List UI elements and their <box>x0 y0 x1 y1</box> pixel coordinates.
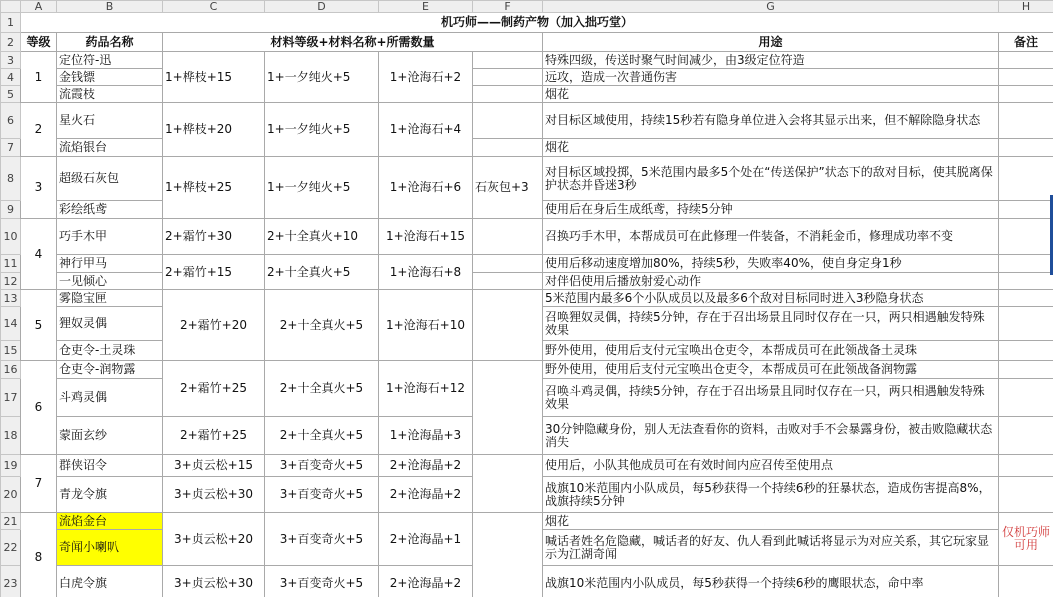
note-cell[interactable] <box>999 566 1053 597</box>
row-number[interactable]: 10 <box>1 219 21 255</box>
note-cell[interactable] <box>999 157 1053 201</box>
item-name-cell[interactable]: 仓吏令-润物露 <box>57 361 163 379</box>
use-cell[interactable]: 召换巧手木甲，本帮成员可在此修理一件装备，不消耗金币，修理成功率不变 <box>543 219 999 255</box>
material-cell[interactable]: 石灰包+3 <box>473 157 543 219</box>
material-cell[interactable]: 1+一夕纯火+5 <box>265 103 379 157</box>
material-cell[interactable]: 1+沧海石+2 <box>379 52 473 103</box>
item-name-cell[interactable]: 一见倾心 <box>57 273 163 290</box>
row-number[interactable]: 19 <box>1 455 21 477</box>
column-header-g[interactable]: G <box>543 1 999 13</box>
use-cell[interactable]: 烟花 <box>543 513 999 530</box>
note-cell[interactable] <box>999 86 1053 103</box>
row-number[interactable]: 2 <box>1 33 21 52</box>
table-row <box>1 86 1053 103</box>
material-cell[interactable]: 3+贞云松+15 <box>163 455 265 477</box>
row-number[interactable]: 12 <box>1 273 21 290</box>
item-name-cell[interactable]: 金钱镖 <box>57 69 163 86</box>
material-cell[interactable]: 2+十全真火+5 <box>265 290 379 361</box>
note-cell[interactable] <box>999 255 1053 273</box>
material-cell[interactable]: 2+沧海晶+1 <box>379 513 473 566</box>
material-cell[interactable]: 2+霜竹+25 <box>163 417 265 455</box>
header-use[interactable]: 用途 <box>543 33 999 52</box>
note-cell[interactable] <box>999 455 1053 477</box>
level-cell[interactable]: 3 <box>21 157 57 219</box>
item-name-cell[interactable]: 流焰银台 <box>57 139 163 157</box>
note-cell[interactable] <box>999 273 1053 290</box>
table-row <box>1 69 1053 86</box>
material-cell[interactable]: 1+桦枝+25 <box>163 157 265 219</box>
use-cell[interactable]: 战旗10米范围内小队成员，每5秒获得一个持续6秒的狂暴状态，造成伤害提高8%，战旗持续5分钟 <box>543 477 999 513</box>
use-cell[interactable]: 战旗10米范围内小队成员，每5秒获得一个持续6秒的鹰眼状态，命中率 <box>543 566 999 597</box>
row-number[interactable]: 5 <box>1 86 21 103</box>
table-row <box>1 513 1053 530</box>
note-cell[interactable] <box>999 219 1053 255</box>
table-row <box>1 290 1053 307</box>
material-cell[interactable]: 3+百变奇火+5 <box>265 513 379 566</box>
note-cell[interactable] <box>999 52 1053 69</box>
note-cell[interactable] <box>999 361 1053 379</box>
material-cell[interactable]: 1+沧海石+6 <box>379 157 473 219</box>
empty-cell[interactable] <box>473 103 543 139</box>
material-cell[interactable]: 2+沧海晶+2 <box>379 566 473 597</box>
material-cell[interactable]: 1+沧海石+12 <box>379 361 473 417</box>
column-header-row <box>1 1 1053 13</box>
material-cell[interactable]: 1+一夕纯火+5 <box>265 157 379 219</box>
material-cell[interactable]: 3+百变奇火+5 <box>265 566 379 597</box>
row-number[interactable]: 3 <box>1 52 21 69</box>
material-cell[interactable]: 3+百变奇火+5 <box>265 477 379 513</box>
note-cell[interactable] <box>999 290 1053 307</box>
table-row <box>1 157 1053 201</box>
item-name-cell[interactable]: 定位符-迅 <box>57 52 163 69</box>
level-cell[interactable]: 7 <box>21 455 57 513</box>
item-name-cell-highlighted[interactable]: 奇闻小喇叭 <box>57 530 163 566</box>
material-cell[interactable]: 2+霜竹+20 <box>163 290 265 361</box>
table-row <box>1 52 1053 69</box>
material-cell[interactable]: 1+沧海石+8 <box>379 255 473 290</box>
row-number[interactable]: 11 <box>1 255 21 273</box>
item-name-cell[interactable]: 仓吏令-土灵珠 <box>57 341 163 361</box>
column-header-f[interactable]: F <box>473 1 543 13</box>
column-header-d[interactable]: D <box>265 1 379 13</box>
material-cell[interactable]: 1+沧海石+10 <box>379 290 473 361</box>
empty-cell[interactable] <box>473 273 543 290</box>
material-cell[interactable]: 1+桦枝+15 <box>163 52 265 103</box>
material-cell[interactable]: 1+沧海石+4 <box>379 103 473 157</box>
row-number[interactable]: 16 <box>1 361 21 379</box>
note-cell[interactable] <box>999 379 1053 417</box>
table-row <box>1 103 1053 139</box>
header-materials[interactable]: 材料等级+材料名称+所需数量 <box>163 33 543 52</box>
use-cell[interactable]: 烟花 <box>543 139 999 157</box>
item-name-cell[interactable]: 白虎令旗 <box>57 566 163 597</box>
note-cell[interactable] <box>999 477 1053 513</box>
row-number[interactable]: 23 <box>1 566 21 597</box>
row-number[interactable]: 13 <box>1 290 21 307</box>
use-cell[interactable]: 远攻，造成一次普通伤害 <box>543 69 999 86</box>
item-name-cell[interactable]: 流霞枝 <box>57 86 163 103</box>
use-cell[interactable]: 喊话者姓名危隐藏，喊话者的好友、仇人看到此喊话将显示为对应关系，其它玩家显示为江湖奇闻 <box>543 530 999 566</box>
use-cell[interactable]: 召唤狸奴灵偶，持续5分钟，存在于召出场景且同时仅存在一只，两只相遇触发特殊效果 <box>543 307 999 341</box>
item-name-cell[interactable]: 狸奴灵偶 <box>57 307 163 341</box>
material-cell[interactable]: 1+桦枝+20 <box>163 103 265 157</box>
row-number[interactable]: 4 <box>1 69 21 86</box>
use-cell[interactable]: 对伴侣使用后播放射爱心动作 <box>543 273 999 290</box>
item-name-cell[interactable]: 彩绘纸鸢 <box>57 201 163 219</box>
use-cell[interactable]: 烟花 <box>543 86 999 103</box>
column-header-b[interactable]: B <box>57 1 163 13</box>
table-row <box>1 255 1053 273</box>
row-number[interactable]: 9 <box>1 201 21 219</box>
use-cell[interactable]: 对目标区域使用，持续15秒若有隐身单位进入会将其显示出来，但不解除隐身状态 <box>543 103 999 139</box>
material-cell[interactable]: 1+沧海石+15 <box>379 219 473 255</box>
material-cell[interactable]: 2+霜竹+15 <box>163 255 265 290</box>
note-cell[interactable] <box>999 307 1053 341</box>
use-cell[interactable]: 使用后，小队其他成员可在有效时间内应召传至使用点 <box>543 455 999 477</box>
table-row <box>1 361 1053 379</box>
material-cell[interactable]: 2+十全真火+5 <box>265 417 379 455</box>
table-row <box>1 455 1053 477</box>
item-name-cell[interactable]: 蒙面玄纱 <box>57 417 163 455</box>
empty-cell[interactable] <box>473 52 543 69</box>
row-number[interactable]: 14 <box>1 307 21 341</box>
item-name-cell[interactable]: 神行甲马 <box>57 255 163 273</box>
empty-cell[interactable] <box>473 139 543 157</box>
material-cell[interactable]: 3+贞云松+30 <box>163 477 265 513</box>
empty-cell[interactable] <box>473 513 543 597</box>
empty-cell[interactable] <box>473 290 543 361</box>
row-number[interactable]: 7 <box>1 139 21 157</box>
column-header-c[interactable]: C <box>163 1 265 13</box>
material-cell[interactable]: 2+十全真火+5 <box>265 361 379 417</box>
empty-cell[interactable] <box>473 255 543 273</box>
item-name-cell[interactable]: 巧手木甲 <box>57 219 163 255</box>
material-cell[interactable]: 2+霜竹+25 <box>163 361 265 417</box>
material-cell[interactable]: 2+十全真火+10 <box>265 219 379 255</box>
row-number[interactable]: 21 <box>1 513 21 530</box>
use-cell[interactable]: 5米范围内最多6个小队成员以及最多6个敌对目标同时进入3秒隐身状态 <box>543 290 999 307</box>
item-name-cell[interactable]: 雾隐宝匣 <box>57 290 163 307</box>
material-cell[interactable]: 2+沧海晶+2 <box>379 477 473 513</box>
item-name-cell[interactable]: 青龙令旗 <box>57 477 163 513</box>
empty-cell[interactable] <box>473 455 543 513</box>
column-header-a[interactable]: A <box>21 1 57 13</box>
table-row <box>1 33 1053 52</box>
note-cell[interactable] <box>999 103 1053 139</box>
note-cell-restriction[interactable]: 仅机巧师可用 <box>999 513 1053 566</box>
item-name-cell[interactable]: 群侠诏令 <box>57 455 163 477</box>
row-number[interactable]: 8 <box>1 157 21 201</box>
level-cell[interactable]: 5 <box>21 290 57 361</box>
header-name[interactable]: 药品名称 <box>57 33 163 52</box>
row-number[interactable]: 20 <box>1 477 21 513</box>
use-cell[interactable]: 使用后在身后生成纸鸢，持续5分钟 <box>543 201 999 219</box>
select-all-corner[interactable] <box>1 1 21 13</box>
note-cell[interactable] <box>999 201 1053 219</box>
use-cell[interactable]: 30分钟隐藏身份，别人无法查看你的资料，击败对手不会暴露身份，被击败隐藏状态消失 <box>543 417 999 455</box>
use-cell[interactable]: 野外使用，使用后支付元宝唤出仓吏令，本帮成员可在此领战备润物露 <box>543 361 999 379</box>
use-cell[interactable]: 特殊四级，传送时聚气时间减少，由3级定位符造 <box>543 52 999 69</box>
note-cell[interactable] <box>999 69 1053 86</box>
item-name-cell-highlighted[interactable]: 流焰金台 <box>57 513 163 530</box>
material-cell[interactable]: 3+贞云松+20 <box>163 513 265 566</box>
material-cell[interactable]: 2+十全真火+5 <box>265 255 379 290</box>
table-row <box>1 139 1053 157</box>
row-number[interactable]: 17 <box>1 379 21 417</box>
empty-cell[interactable] <box>473 86 543 103</box>
material-cell[interactable]: 1+一夕纯火+5 <box>265 52 379 103</box>
use-cell[interactable]: 召唤斗鸡灵偶，持续5分钟，存在于召出场景且同时仅存在一只，两只相遇触发特殊效果 <box>543 379 999 417</box>
item-name-cell[interactable]: 斗鸡灵偶 <box>57 379 163 417</box>
material-cell[interactable]: 2+霜竹+30 <box>163 219 265 255</box>
sheet-title[interactable]: 机巧师——制药产物（加入拙巧堂） <box>21 13 1053 33</box>
row-number[interactable]: 6 <box>1 103 21 139</box>
use-cell[interactable]: 对目标区域投掷，5米范围内最多5个处在“传送保护”状态下的敌对目标，使其脱离保护状态并昏迷3秒 <box>543 157 999 201</box>
material-cell[interactable]: 3+百变奇火+5 <box>265 455 379 477</box>
level-cell[interactable]: 4 <box>21 219 57 290</box>
empty-cell[interactable] <box>473 219 543 255</box>
level-cell[interactable]: 8 <box>21 513 57 597</box>
level-cell[interactable]: 6 <box>21 361 57 455</box>
note-cell[interactable] <box>999 139 1053 157</box>
header-note[interactable]: 备注 <box>999 33 1053 52</box>
header-level[interactable]: 等级 <box>21 33 57 52</box>
table-row <box>1 219 1053 255</box>
empty-cell[interactable] <box>473 69 543 86</box>
row-number[interactable]: 1 <box>1 13 21 33</box>
item-name-cell[interactable]: 超级石灰包 <box>57 157 163 201</box>
item-name-cell[interactable]: 星火石 <box>57 103 163 139</box>
level-cell[interactable]: 2 <box>21 103 57 157</box>
column-header-e[interactable]: E <box>379 1 473 13</box>
table-row <box>1 273 1053 290</box>
material-cell[interactable]: 2+沧海晶+2 <box>379 455 473 477</box>
column-header-h[interactable]: H <box>999 1 1053 13</box>
table-row <box>1 13 1053 33</box>
empty-cell[interactable] <box>473 361 543 455</box>
row-number[interactable]: 22 <box>1 530 21 566</box>
row-number[interactable]: 15 <box>1 341 21 361</box>
material-cell[interactable]: 1+沧海晶+3 <box>379 417 473 455</box>
use-cell[interactable]: 使用后移动速度增加80%，持续5秒，失败率40%，使自身定身1秒 <box>543 255 999 273</box>
material-cell[interactable]: 3+贞云松+30 <box>163 566 265 597</box>
note-cell[interactable] <box>999 417 1053 455</box>
note-cell[interactable] <box>999 341 1053 361</box>
use-cell[interactable]: 野外使用，使用后支付元宝唤出仓吏令，本帮成员可在此领战备土灵珠 <box>543 341 999 361</box>
row-number[interactable]: 18 <box>1 417 21 455</box>
level-cell[interactable]: 1 <box>21 52 57 103</box>
